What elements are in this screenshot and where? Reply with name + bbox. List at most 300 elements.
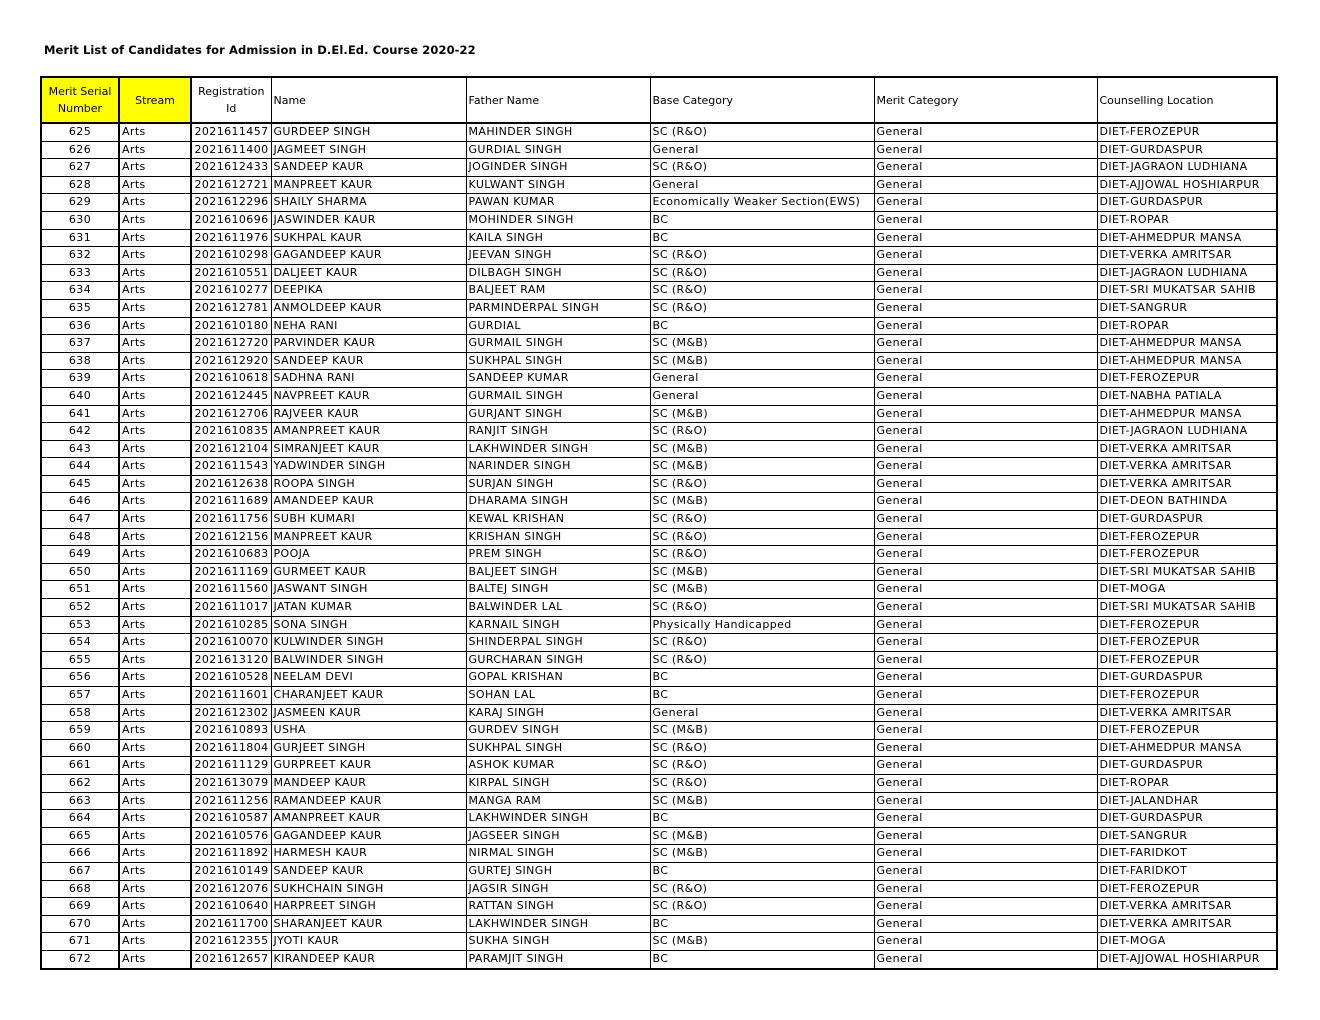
cell-name: NEELAM DEVI — [271, 669, 466, 687]
cell-name: YADWINDER SINGH — [271, 458, 466, 476]
table-row — [41, 352, 1277, 370]
cell-stream: Arts — [119, 141, 191, 159]
cell-merit-category: General — [874, 704, 1097, 722]
cell-base-category: SC (R&O) — [650, 247, 874, 265]
cell-name: AMANPREET KAUR — [271, 810, 466, 828]
cell-counselling-location: DIET-JAGRAON LUDHIANA — [1097, 264, 1277, 282]
cell-base-category: SC (R&O) — [650, 651, 874, 669]
header-base-category: Base Category — [650, 77, 874, 123]
cell-registration: 2021610070 — [191, 634, 271, 652]
cell-counselling-location: DIET-SANGRUR — [1097, 827, 1277, 845]
cell-merit-category: General — [874, 352, 1097, 370]
page-title: Merit List of Candidates for Admission in D.El.Ed. Course 2020-22 — [44, 43, 476, 57]
cell-serial: 658 — [41, 704, 119, 722]
cell-base-category: SC (R&O) — [650, 282, 874, 300]
cell-stream: Arts — [119, 669, 191, 687]
cell-serial: 637 — [41, 335, 119, 353]
cell-serial: 655 — [41, 651, 119, 669]
cell-base-category: SC (R&O) — [650, 423, 874, 441]
table-row — [41, 387, 1277, 405]
cell-name: USHA — [271, 722, 466, 740]
header-row — [41, 77, 1277, 123]
cell-stream: Arts — [119, 194, 191, 212]
cell-father-name: BALTEJ SINGH — [466, 581, 650, 599]
cell-serial: 630 — [41, 211, 119, 229]
cell-merit-category: General — [874, 774, 1097, 792]
table-row — [41, 440, 1277, 458]
cell-merit-category: General — [874, 792, 1097, 810]
cell-stream: Arts — [119, 616, 191, 634]
cell-merit-category: General — [874, 299, 1097, 317]
cell-base-category: SC (R&O) — [650, 757, 874, 775]
cell-counselling-location: DIET-GURDASPUR — [1097, 141, 1277, 159]
cell-father-name: KULWANT SINGH — [466, 176, 650, 194]
cell-name: SIMRANJEET KAUR — [271, 440, 466, 458]
cell-father-name: GURDEV SINGH — [466, 722, 650, 740]
cell-merit-category: General — [874, 739, 1097, 757]
cell-base-category: BC — [650, 211, 874, 229]
cell-father-name: BALJEET SINGH — [466, 563, 650, 581]
cell-registration: 2021612920 — [191, 352, 271, 370]
cell-name: SUKHCHAIN SINGH — [271, 880, 466, 898]
cell-serial: 646 — [41, 493, 119, 511]
cell-father-name: DILBAGH SINGH — [466, 264, 650, 282]
cell-father-name: DHARAMA SINGH — [466, 493, 650, 511]
cell-merit-category: General — [874, 898, 1097, 916]
cell-father-name: MANGA RAM — [466, 792, 650, 810]
cell-father-name: RANJIT SINGH — [466, 423, 650, 441]
cell-registration: 2021610587 — [191, 810, 271, 828]
table-row — [41, 739, 1277, 757]
cell-registration: 2021611689 — [191, 493, 271, 511]
table-row — [41, 599, 1277, 617]
cell-registration: 2021612076 — [191, 880, 271, 898]
cell-base-category: SC (R&O) — [650, 599, 874, 617]
cell-serial: 653 — [41, 616, 119, 634]
cell-stream: Arts — [119, 247, 191, 265]
cell-merit-category: General — [874, 581, 1097, 599]
cell-counselling-location: DIET-JAGRAON LUDHIANA — [1097, 159, 1277, 177]
cell-father-name: SHINDERPAL SINGH — [466, 634, 650, 652]
cell-merit-category: General — [874, 687, 1097, 705]
cell-serial: 640 — [41, 387, 119, 405]
cell-base-category: SC (R&O) — [650, 475, 874, 493]
cell-name: JYOTI KAUR — [271, 933, 466, 951]
cell-serial: 670 — [41, 915, 119, 933]
cell-registration: 2021612355 — [191, 933, 271, 951]
cell-merit-category: General — [874, 335, 1097, 353]
cell-counselling-location: DIET-FEROZEPUR — [1097, 123, 1277, 141]
cell-counselling-location: DIET-VERKA AMRITSAR — [1097, 704, 1277, 722]
table-row — [41, 616, 1277, 634]
cell-serial: 651 — [41, 581, 119, 599]
table-row — [41, 634, 1277, 652]
cell-stream: Arts — [119, 687, 191, 705]
cell-stream: Arts — [119, 493, 191, 511]
table-row — [41, 264, 1277, 282]
cell-father-name: PARMINDERPAL SINGH — [466, 299, 650, 317]
cell-father-name: ASHOK KUMAR — [466, 757, 650, 775]
cell-serial: 672 — [41, 950, 119, 968]
cell-merit-category: General — [874, 458, 1097, 476]
table-row — [41, 176, 1277, 194]
cell-stream: Arts — [119, 651, 191, 669]
cell-base-category: SC (M&B) — [650, 335, 874, 353]
cell-name: GURJEET SINGH — [271, 739, 466, 757]
cell-merit-category: General — [874, 493, 1097, 511]
cell-father-name: GURDIAL SINGH — [466, 141, 650, 159]
table-row — [41, 810, 1277, 828]
cell-serial: 666 — [41, 845, 119, 863]
cell-counselling-location: DIET-GURDASPUR — [1097, 194, 1277, 212]
table-row — [41, 211, 1277, 229]
cell-father-name: SUKHPAL SINGH — [466, 739, 650, 757]
cell-serial: 657 — [41, 687, 119, 705]
cell-registration: 2021612781 — [191, 299, 271, 317]
table-row — [41, 880, 1277, 898]
cell-merit-category: General — [874, 423, 1097, 441]
table-row — [41, 546, 1277, 564]
table-row — [41, 687, 1277, 705]
cell-stream: Arts — [119, 862, 191, 880]
cell-serial: 638 — [41, 352, 119, 370]
cell-counselling-location: DIET-GURDASPUR — [1097, 669, 1277, 687]
cell-father-name: LAKHWINDER SINGH — [466, 915, 650, 933]
table-row — [41, 123, 1277, 141]
cell-father-name: MOHINDER SINGH — [466, 211, 650, 229]
cell-merit-category: General — [874, 282, 1097, 300]
cell-registration: 2021611256 — [191, 792, 271, 810]
cell-base-category: SC (R&O) — [650, 546, 874, 564]
cell-counselling-location: DIET-ROPAR — [1097, 774, 1277, 792]
cell-registration: 2021610277 — [191, 282, 271, 300]
cell-registration: 2021612638 — [191, 475, 271, 493]
cell-serial: 626 — [41, 141, 119, 159]
cell-merit-category: General — [874, 370, 1097, 388]
table-body — [41, 123, 1277, 969]
cell-registration: 2021610285 — [191, 616, 271, 634]
cell-base-category: SC (M&B) — [650, 792, 874, 810]
cell-counselling-location: DIET-FEROZEPUR — [1097, 880, 1277, 898]
table-row — [41, 862, 1277, 880]
table-row — [41, 774, 1277, 792]
cell-counselling-location: DIET-AJJOWAL HOSHIARPUR — [1097, 950, 1277, 968]
table-row — [41, 194, 1277, 212]
cell-counselling-location: DIET-FEROZEPUR — [1097, 528, 1277, 546]
cell-counselling-location: DIET-AJJOWAL HOSHIARPUR — [1097, 176, 1277, 194]
cell-father-name: JAGSIR SINGH — [466, 880, 650, 898]
cell-stream: Arts — [119, 581, 191, 599]
cell-stream: Arts — [119, 159, 191, 177]
cell-registration: 2021611457 — [191, 123, 271, 141]
cell-name: KIRANDEEP KAUR — [271, 950, 466, 968]
cell-base-category: SC (M&B) — [650, 352, 874, 370]
cell-base-category: SC (M&B) — [650, 933, 874, 951]
cell-base-category: BC — [650, 687, 874, 705]
cell-merit-category: General — [874, 194, 1097, 212]
cell-registration: 2021611700 — [191, 915, 271, 933]
cell-merit-category: General — [874, 915, 1097, 933]
cell-serial: 665 — [41, 827, 119, 845]
cell-father-name: MAHINDER SINGH — [466, 123, 650, 141]
cell-stream: Arts — [119, 774, 191, 792]
cell-name: SUBH KUMARI — [271, 511, 466, 529]
cell-stream: Arts — [119, 739, 191, 757]
cell-base-category: SC (M&B) — [650, 845, 874, 863]
header-name: Name — [271, 77, 466, 123]
header-counselling-location: Counselling Location — [1097, 77, 1277, 123]
cell-serial: 664 — [41, 810, 119, 828]
cell-registration: 2021610298 — [191, 247, 271, 265]
cell-merit-category: General — [874, 669, 1097, 687]
cell-counselling-location: DIET-AHMEDPUR MANSA — [1097, 229, 1277, 247]
cell-stream: Arts — [119, 176, 191, 194]
cell-counselling-location: DIET-GURDASPUR — [1097, 757, 1277, 775]
cell-name: GAGANDEEP KAUR — [271, 827, 466, 845]
cell-merit-category: General — [874, 264, 1097, 282]
table-row — [41, 651, 1277, 669]
cell-serial: 662 — [41, 774, 119, 792]
header-merit-category: Merit Category — [874, 77, 1097, 123]
cell-name: DALJEET KAUR — [271, 264, 466, 282]
cell-counselling-location: DIET-FEROZEPUR — [1097, 546, 1277, 564]
cell-father-name: PREM SINGH — [466, 546, 650, 564]
cell-father-name: GURMAIL SINGH — [466, 335, 650, 353]
cell-name: JASWINDER KAUR — [271, 211, 466, 229]
cell-registration: 2021611601 — [191, 687, 271, 705]
cell-father-name: JAGSEER SINGH — [466, 827, 650, 845]
cell-counselling-location: DIET-FEROZEPUR — [1097, 616, 1277, 634]
cell-registration: 2021610696 — [191, 211, 271, 229]
cell-father-name: KIRPAL SINGH — [466, 774, 650, 792]
cell-stream: Arts — [119, 352, 191, 370]
cell-father-name: RATTAN SINGH — [466, 898, 650, 916]
table-row — [41, 563, 1277, 581]
cell-name: RAJVEER KAUR — [271, 405, 466, 423]
cell-merit-category: General — [874, 845, 1097, 863]
cell-counselling-location: DIET-FEROZEPUR — [1097, 370, 1277, 388]
cell-serial: 649 — [41, 546, 119, 564]
table-row — [41, 669, 1277, 687]
table-row — [41, 141, 1277, 159]
header-registration: Registration Id — [191, 77, 271, 123]
cell-serial: 671 — [41, 933, 119, 951]
cell-name: AMANPREET KAUR — [271, 423, 466, 441]
cell-name: AMANDEEP KAUR — [271, 493, 466, 511]
cell-stream: Arts — [119, 563, 191, 581]
cell-base-category: SC (M&B) — [650, 440, 874, 458]
cell-stream: Arts — [119, 229, 191, 247]
cell-stream: Arts — [119, 880, 191, 898]
cell-counselling-location: DIET-VERKA AMRITSAR — [1097, 440, 1277, 458]
cell-father-name: SANDEEP KUMAR — [466, 370, 650, 388]
cell-counselling-location: DIET-MOGA — [1097, 581, 1277, 599]
cell-name: GURMEET KAUR — [271, 563, 466, 581]
table-row — [41, 581, 1277, 599]
cell-stream: Arts — [119, 810, 191, 828]
cell-registration: 2021611169 — [191, 563, 271, 581]
cell-stream: Arts — [119, 370, 191, 388]
cell-serial: 639 — [41, 370, 119, 388]
cell-counselling-location: DIET-SANGRUR — [1097, 299, 1277, 317]
cell-registration: 2021610551 — [191, 264, 271, 282]
cell-stream: Arts — [119, 458, 191, 476]
cell-name: NEHA RANI — [271, 317, 466, 335]
cell-base-category: SC (M&B) — [650, 458, 874, 476]
cell-merit-category: General — [874, 123, 1097, 141]
cell-registration: 2021611543 — [191, 458, 271, 476]
cell-name: ROOPA SINGH — [271, 475, 466, 493]
cell-registration: 2021612104 — [191, 440, 271, 458]
table-row — [41, 282, 1277, 300]
cell-name: GURPREET KAUR — [271, 757, 466, 775]
cell-stream: Arts — [119, 704, 191, 722]
cell-counselling-location: DIET-SRI MUKATSAR SAHIB — [1097, 599, 1277, 617]
cell-base-category: SC (R&O) — [650, 898, 874, 916]
cell-serial: 625 — [41, 123, 119, 141]
cell-counselling-location: DIET-VERKA AMRITSAR — [1097, 458, 1277, 476]
merit-list-table — [40, 76, 1278, 970]
cell-serial: 634 — [41, 282, 119, 300]
cell-counselling-location: DIET-FEROZEPUR — [1097, 651, 1277, 669]
cell-name: SONA SINGH — [271, 616, 466, 634]
cell-name: SHAILY SHARMA — [271, 194, 466, 212]
cell-name: HARPREET SINGH — [271, 898, 466, 916]
cell-stream: Arts — [119, 387, 191, 405]
cell-father-name: LAKHWINDER SINGH — [466, 810, 650, 828]
cell-father-name: PARAMJIT SINGH — [466, 950, 650, 968]
cell-serial: 652 — [41, 599, 119, 617]
cell-base-category: SC (R&O) — [650, 634, 874, 652]
cell-counselling-location: DIET-AHMEDPUR MANSA — [1097, 405, 1277, 423]
cell-counselling-location: DIET-NABHA PATIALA — [1097, 387, 1277, 405]
cell-father-name: GURDIAL — [466, 317, 650, 335]
cell-counselling-location: DIET-VERKA AMRITSAR — [1097, 247, 1277, 265]
cell-stream: Arts — [119, 827, 191, 845]
cell-stream: Arts — [119, 845, 191, 863]
table-row — [41, 898, 1277, 916]
cell-merit-category: General — [874, 810, 1097, 828]
cell-serial: 654 — [41, 634, 119, 652]
cell-father-name: SUKHA SINGH — [466, 933, 650, 951]
cell-registration: 2021610576 — [191, 827, 271, 845]
cell-counselling-location: DIET-GURDASPUR — [1097, 511, 1277, 529]
cell-counselling-location: DIET-SRI MUKATSAR SAHIB — [1097, 282, 1277, 300]
cell-registration: 2021612657 — [191, 950, 271, 968]
cell-stream: Arts — [119, 282, 191, 300]
cell-registration: 2021611976 — [191, 229, 271, 247]
cell-name: CHARANJEET KAUR — [271, 687, 466, 705]
cell-serial: 628 — [41, 176, 119, 194]
cell-serial: 633 — [41, 264, 119, 282]
cell-counselling-location: DIET-SRI MUKATSAR SAHIB — [1097, 563, 1277, 581]
cell-merit-category: General — [874, 317, 1097, 335]
cell-stream: Arts — [119, 528, 191, 546]
cell-base-category: Physically Handicapped — [650, 616, 874, 634]
table-row — [41, 757, 1277, 775]
cell-stream: Arts — [119, 299, 191, 317]
cell-name: NAVPREET KAUR — [271, 387, 466, 405]
cell-registration: 2021612720 — [191, 335, 271, 353]
cell-merit-category: General — [874, 247, 1097, 265]
cell-registration: 2021611804 — [191, 739, 271, 757]
cell-registration: 2021612433 — [191, 159, 271, 177]
cell-name: SHARANJEET KAUR — [271, 915, 466, 933]
cell-father-name: KARNAIL SINGH — [466, 616, 650, 634]
cell-merit-category: General — [874, 634, 1097, 652]
cell-father-name: SUKHPAL SINGH — [466, 352, 650, 370]
cell-counselling-location: DIET-AHMEDPUR MANSA — [1097, 352, 1277, 370]
cell-base-category: Economically Weaker Section(EWS) — [650, 194, 874, 212]
cell-registration: 2021610618 — [191, 370, 271, 388]
cell-registration: 2021610835 — [191, 423, 271, 441]
cell-merit-category: General — [874, 546, 1097, 564]
cell-counselling-location: DIET-JAGRAON LUDHIANA — [1097, 423, 1277, 441]
cell-base-category: BC — [650, 229, 874, 247]
table-row — [41, 511, 1277, 529]
cell-base-category: General — [650, 387, 874, 405]
cell-father-name: PAWAN KUMAR — [466, 194, 650, 212]
cell-base-category: SC (R&O) — [650, 511, 874, 529]
cell-merit-category: General — [874, 933, 1097, 951]
cell-father-name: NARINDER SINGH — [466, 458, 650, 476]
cell-stream: Arts — [119, 599, 191, 617]
cell-registration: 2021611560 — [191, 581, 271, 599]
cell-merit-category: General — [874, 616, 1097, 634]
cell-serial: 642 — [41, 423, 119, 441]
cell-father-name: GURMAIL SINGH — [466, 387, 650, 405]
cell-father-name: JOGINDER SINGH — [466, 159, 650, 177]
cell-counselling-location: DIET-ROPAR — [1097, 211, 1277, 229]
cell-name: SANDEEP KAUR — [271, 862, 466, 880]
cell-stream: Arts — [119, 933, 191, 951]
cell-father-name: GURTEJ SINGH — [466, 862, 650, 880]
header-father-name: Father Name — [466, 77, 650, 123]
cell-registration: 2021612721 — [191, 176, 271, 194]
cell-base-category: BC — [650, 950, 874, 968]
cell-father-name: SOHAN LAL — [466, 687, 650, 705]
cell-counselling-location: DIET-GURDASPUR — [1097, 810, 1277, 828]
cell-name: JASWANT SINGH — [271, 581, 466, 599]
cell-registration: 2021610528 — [191, 669, 271, 687]
cell-base-category: SC (M&B) — [650, 493, 874, 511]
cell-counselling-location: DIET-MOGA — [1097, 933, 1277, 951]
cell-base-category: SC (R&O) — [650, 264, 874, 282]
cell-stream: Arts — [119, 405, 191, 423]
cell-registration: 2021613079 — [191, 774, 271, 792]
cell-father-name: BALWINDER LAL — [466, 599, 650, 617]
cell-merit-category: General — [874, 159, 1097, 177]
cell-registration: 2021612302 — [191, 704, 271, 722]
table-row — [41, 370, 1277, 388]
table-row — [41, 335, 1277, 353]
cell-serial: 647 — [41, 511, 119, 529]
cell-serial: 629 — [41, 194, 119, 212]
cell-registration: 2021611017 — [191, 599, 271, 617]
cell-base-category: General — [650, 176, 874, 194]
cell-stream: Arts — [119, 511, 191, 529]
cell-serial: 663 — [41, 792, 119, 810]
cell-name: BALWINDER SINGH — [271, 651, 466, 669]
table-row — [41, 405, 1277, 423]
table-row — [41, 458, 1277, 476]
header-stream: Stream — [119, 77, 191, 123]
cell-serial: 656 — [41, 669, 119, 687]
cell-registration: 2021610683 — [191, 546, 271, 564]
cell-stream: Arts — [119, 475, 191, 493]
cell-stream: Arts — [119, 546, 191, 564]
cell-serial: 644 — [41, 458, 119, 476]
